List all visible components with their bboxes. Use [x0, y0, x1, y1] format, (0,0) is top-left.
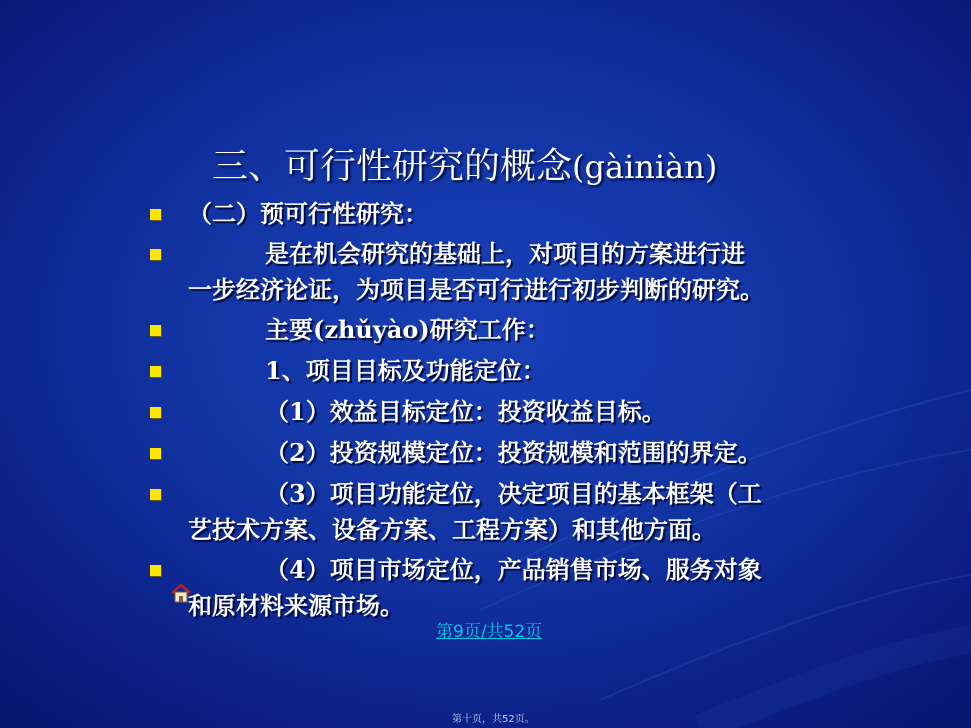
- title-text: 三、可行性研究的概念: [212, 146, 573, 187]
- bullet-marker: [150, 407, 161, 418]
- bullet-text-continued: 艺技术方案、设备方案、工程方案）和其他方面。: [188, 515, 716, 544]
- bullet-marker: [150, 448, 161, 459]
- bullet-text-continued: 和原材料来源市场。: [188, 591, 404, 620]
- bullet-marker: [150, 565, 161, 576]
- bullet-text: 是在机会研究的基础上，对项目的方案进行进: [265, 239, 745, 268]
- title-pinyin: (gàiniàn): [572, 148, 718, 186]
- bullet-text: （2）投资规模定位：投资规模和范围的界定。: [265, 438, 762, 467]
- bullet-text: （1）效益目标定位：投资收益目标。: [265, 397, 666, 426]
- bullet-marker: [150, 489, 161, 500]
- bullet-text: 主要(zhǔyào)研究工作：: [265, 315, 550, 344]
- slide-title: [212, 138, 717, 189]
- footer-page-count: 第十页，共52页。: [452, 714, 535, 725]
- bullet-text: （3）项目功能定位，决定项目的基本框架（工: [265, 479, 762, 508]
- bullet-marker: [150, 366, 161, 377]
- home-icon[interactable]: [170, 582, 192, 604]
- page-number-link[interactable]: 第9页/共52页: [436, 622, 543, 642]
- bullet-text-continued: 一步经济论证，为项目是否可行进行初步判断的研究。: [188, 275, 764, 304]
- bullet-text: 1、项目目标及功能定位：: [265, 356, 546, 385]
- bullet-marker: [150, 325, 161, 336]
- bullet-text: （二）预可行性研究：: [188, 199, 428, 228]
- bullet-text: （4）项目市场定位，产品销售市场、服务对象: [265, 555, 762, 584]
- bullet-marker: [150, 209, 161, 220]
- bullet-marker: [150, 249, 161, 260]
